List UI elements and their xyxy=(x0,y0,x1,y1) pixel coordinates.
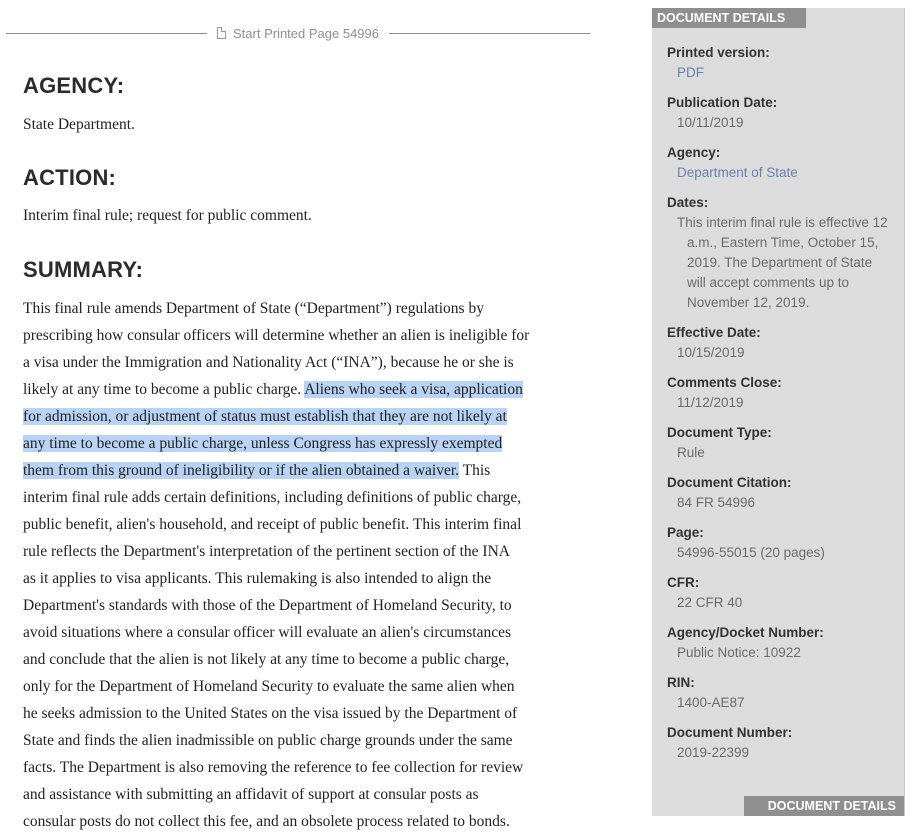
detail-value-line: Public Notice: 10922 xyxy=(677,645,801,660)
detail-value xyxy=(667,343,897,363)
detail-value-line: This interim final rule is effective 12 xyxy=(677,215,888,230)
summary-text-segment: State and finds the alien inadmissible on public charge grounds under the same xyxy=(23,732,513,749)
detail-label: Dates: xyxy=(667,195,709,210)
summary-line xyxy=(23,727,623,754)
detail-label: Effective Date: xyxy=(667,325,761,340)
summary-line xyxy=(23,295,623,322)
detail-value xyxy=(667,693,897,713)
action-heading: ACTION: xyxy=(23,165,117,190)
summary-text-segment: prescribing how consular officers will determine whether an alien is ineligible for xyxy=(23,327,530,344)
detail-item xyxy=(667,723,897,763)
detail-value xyxy=(667,543,897,563)
highlighted-text: for admission, or adjustment of status must establish that they are not likely at xyxy=(23,408,507,425)
summary-text-segment: This xyxy=(459,462,491,479)
detail-item xyxy=(667,193,897,313)
printed-page-marker xyxy=(6,24,590,42)
detail-link[interactable] xyxy=(667,63,897,83)
detail-value-line: 22 CFR 40 xyxy=(677,595,743,610)
detail-value-line: 1400-AE87 xyxy=(677,695,745,710)
summary-text-segment: consular posts do not collect this fee, and an obsolete process related to bonds. xyxy=(23,813,510,830)
printed-page-link[interactable] xyxy=(207,26,389,41)
detail-value-line: 10/15/2019 xyxy=(677,345,745,360)
action-text: Interim final rule; request for public comment. xyxy=(23,207,312,224)
detail-item xyxy=(667,673,897,713)
summary-text-segment: a visa under the Immigration and Nationality Act (“INA”), because he or she is xyxy=(23,354,514,371)
detail-value-line: 54996-55015 (20 pages) xyxy=(677,545,825,560)
detail-value-line: PDF xyxy=(677,65,704,80)
detail-item xyxy=(667,423,897,463)
detail-value xyxy=(667,393,897,413)
detail-value xyxy=(667,593,897,613)
agency-heading: AGENCY: xyxy=(23,73,125,98)
detail-value-line: 11/12/2019 xyxy=(677,395,744,410)
summary-line xyxy=(23,430,623,457)
summary-line xyxy=(23,592,623,619)
detail-item xyxy=(667,323,897,363)
summary-text-segment: Department's standards with those of the Department of Homeland Security, to xyxy=(23,597,512,614)
summary-line xyxy=(23,754,623,781)
detail-label: Publication Date: xyxy=(667,95,778,110)
summary-line xyxy=(23,457,623,484)
detail-value xyxy=(667,113,897,133)
summary-line xyxy=(23,565,623,592)
summary-heading: SUMMARY: xyxy=(23,257,144,282)
detail-value-line: 2019-22399 xyxy=(677,745,750,760)
summary-text-segment: public benefit, alien's household, and receipt of public benefit. This interim final xyxy=(23,516,522,533)
detail-value-line: Department of State xyxy=(677,165,798,180)
summary-text-segment: rule reflects the Department's interpretation of the pertinent section of the INA xyxy=(23,543,510,560)
printed-page-label: Start Printed Page 54996 xyxy=(233,25,379,41)
highlighted-text: them from this ground of ineligibility or if the alien obtained a waiver. xyxy=(23,462,460,479)
detail-value xyxy=(667,493,897,513)
detail-value xyxy=(667,443,897,463)
detail-link[interactable] xyxy=(667,163,897,183)
summary-text-segment: facts. The Department is also removing the reference to fee collection for review xyxy=(23,759,524,776)
summary-text-segment: and conclude that the alien is not likely at any time to become a public charge, xyxy=(23,651,510,668)
detail-label: Agency/Docket Number: xyxy=(667,625,824,640)
document-details-sidebar xyxy=(652,8,905,816)
detail-value xyxy=(667,213,897,313)
divider-left xyxy=(6,33,207,34)
summary-line xyxy=(23,538,623,565)
detail-value xyxy=(667,643,897,663)
detail-item xyxy=(667,93,897,133)
detail-item xyxy=(667,573,897,613)
summary-text-segment: and assistance with submitting an affidavit of support at consular posts as xyxy=(23,786,479,803)
summary-text-segment: he seeks admission to the United States on the visa issued by the Department of xyxy=(23,705,518,722)
summary-text-segment: as it applies to visa applicants. This rulemaking is also intended to align the xyxy=(23,570,492,587)
summary-text-segment: only for the Department of Homeland Security to evaluate the same alien when xyxy=(23,678,515,695)
summary-line xyxy=(23,700,623,727)
detail-label: CFR: xyxy=(667,575,700,590)
detail-value xyxy=(667,743,897,763)
summary-line xyxy=(23,619,623,646)
agency-text: State Department. xyxy=(23,116,135,133)
summary-text xyxy=(23,295,623,835)
detail-value-line: 10/11/2019 xyxy=(677,115,744,130)
summary-line xyxy=(23,376,623,403)
detail-value-line: 2019. The Department of State xyxy=(687,255,873,270)
divider-right xyxy=(389,33,590,34)
detail-label: Document Type: xyxy=(667,425,772,440)
summary-line xyxy=(23,484,623,511)
detail-value-line: November 12, 2019. xyxy=(687,295,810,310)
summary-line xyxy=(23,322,623,349)
detail-value-line: a.m., Eastern Time, October 15, xyxy=(687,235,879,250)
summary-text-segment: This final rule amends Department of State (“Department”) regulations by xyxy=(23,300,484,317)
sidebar-footer-tab[interactable]: DOCUMENT DETAILS xyxy=(744,796,904,816)
detail-value-line: Rule xyxy=(677,445,705,460)
highlighted-text: Aliens who seek a visa, application xyxy=(304,381,523,398)
summary-line xyxy=(23,673,623,700)
detail-value-line: will accept comments up to xyxy=(687,275,850,290)
detail-label: Agency: xyxy=(667,145,721,160)
summary-line xyxy=(23,511,623,538)
summary-line xyxy=(23,781,623,808)
detail-item xyxy=(667,43,897,83)
document-icon xyxy=(217,27,226,39)
summary-line xyxy=(23,403,623,430)
detail-label: Page: xyxy=(667,525,704,540)
detail-label: RIN: xyxy=(667,675,695,690)
detail-item xyxy=(667,373,897,413)
detail-item xyxy=(667,473,897,513)
summary-line xyxy=(23,349,623,376)
summary-text-segment: likely at any time to become a public charge. xyxy=(23,381,305,398)
detail-label: Printed version: xyxy=(667,45,770,60)
detail-item xyxy=(667,623,897,663)
summary-text-segment: avoid situations where a consular officer will evaluate an alien's circumstances xyxy=(23,624,511,641)
detail-item xyxy=(667,143,897,183)
summary-text-segment: interim final rule adds certain definitions, including definitions of public charge, xyxy=(23,489,522,506)
detail-label: Comments Close: xyxy=(667,375,782,390)
summary-line xyxy=(23,808,623,835)
detail-label: Document Citation: xyxy=(667,475,792,490)
detail-value-line: 84 FR 54996 xyxy=(677,495,756,510)
highlighted-text: any time to become a public charge, unless Congress has expressly exempted xyxy=(23,435,503,452)
detail-label: Document Number: xyxy=(667,725,793,740)
detail-item xyxy=(667,523,897,563)
sidebar-header: DOCUMENT DETAILS xyxy=(652,8,806,28)
summary-line xyxy=(23,646,623,673)
